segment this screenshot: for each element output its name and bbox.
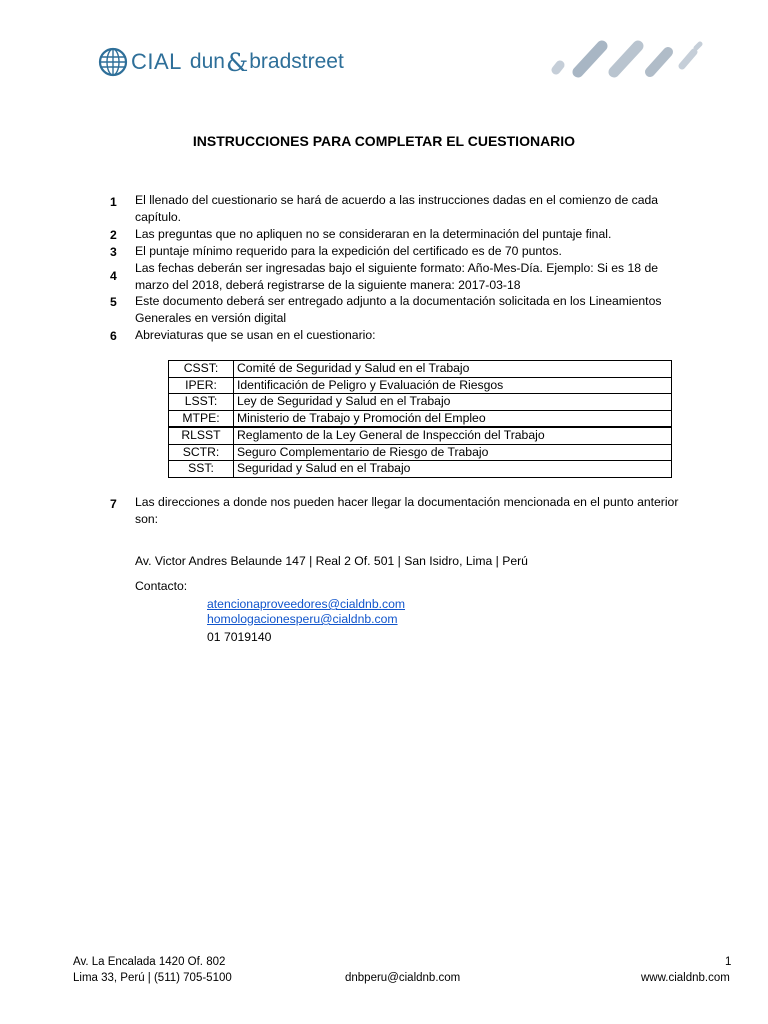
item-text: Las preguntas que no apliquen no se consideraran en la determinación del puntaje final.	[135, 227, 612, 241]
abbr-code: SCTR:	[169, 444, 234, 461]
contact-email-link[interactable]: homologacionesperu@cialdnb.com	[207, 612, 398, 626]
logo-dun: dun	[189, 50, 225, 73]
abbr-code: LSST:	[169, 394, 234, 411]
item-text: Las direcciones a donde nos pueden hacer llegar la documentación mencionada en el punto anterior son:	[135, 495, 679, 526]
item-number: 5	[110, 295, 117, 309]
abbr-code: CSST:	[169, 361, 234, 378]
item-number: 2	[110, 228, 117, 242]
table-row	[169, 377, 672, 394]
item-number: 7	[110, 497, 117, 511]
item-text: Las fechas deberán ser ingresadas bajo el siguiente formato: Año-Mes-Día. Ejemplo: Si es 18 de marzo del 2018, deberá registrarse de la siguiente manera: 2017-03-18	[135, 261, 659, 292]
table-row	[169, 427, 672, 444]
abbr-meaning: Ley de Seguridad y Salud en el Trabajo	[234, 394, 672, 411]
item-text: Abreviaturas que se usan en el cuestionario:	[135, 328, 376, 342]
office-address: Av. Victor Andres Belaunde 147 | Real 2 Of. 501 | San Isidro, Lima | Perú	[135, 554, 528, 568]
footer-address-line1: Av. La Encalada 1420 Of. 802	[73, 956, 226, 968]
document-title: INSTRUCCIONES PARA COMPLETAR EL CUESTIONARIO	[192, 133, 576, 149]
table-row	[169, 444, 672, 461]
globe-icon	[98, 47, 128, 77]
item-number: 6	[110, 329, 117, 343]
abbr-code: SST:	[169, 461, 234, 478]
item-number: 1	[110, 195, 117, 209]
contact-label: Contacto:	[135, 579, 188, 593]
footer-website: www.cialdnb.com	[641, 972, 730, 984]
abbr-meaning: Seguro Complementario de Riesgo de Trabajo	[234, 444, 672, 461]
abbr-meaning: Ministerio de Trabajo y Promoción del Empleo	[234, 410, 672, 427]
table-row	[169, 461, 672, 478]
logo-bradstreet: bradstreet	[249, 50, 344, 73]
abbr-meaning: Identificación de Peligro y Evaluación de Riesgos	[234, 377, 672, 394]
footer-address-line2: Lima 33, Perú | (511) 705-5100	[73, 972, 232, 984]
abbr-meaning: Seguridad y Salud en el Trabajo	[234, 461, 672, 478]
logo-dnb-text	[190, 48, 344, 77]
page-number: 1	[725, 956, 732, 968]
abbr-meaning: Comité de Seguridad y Salud en el Trabajo	[234, 361, 672, 378]
company-logo	[98, 44, 344, 80]
item-number: 4	[110, 269, 117, 283]
logo-ampersand: &	[225, 47, 249, 77]
table-row	[169, 394, 672, 411]
abbreviations-table	[168, 360, 672, 478]
abbr-code: IPER:	[169, 377, 234, 394]
item-text: Este documento deberá ser entregado adjunto a la documentación solicitada en los Lineamientos Generales en versión digital	[135, 294, 662, 325]
decorative-stripes	[548, 36, 708, 80]
item-number: 3	[110, 245, 117, 259]
item-text: El llenado del cuestionario se hará de acuerdo a las instrucciones dadas en el comienzo de cada capítulo.	[135, 193, 659, 224]
abbr-meaning: Reglamento de la Ley General de Inspección del Trabajo	[234, 427, 672, 444]
logo-cial-text: CIAL	[131, 49, 182, 74]
table-row	[169, 361, 672, 378]
abbr-code: MTPE:	[169, 410, 234, 427]
item-text: El puntaje mínimo requerido para la expedición del certificado es de 70 puntos.	[135, 244, 562, 258]
contact-phone: 01 7019140	[207, 630, 272, 644]
contact-email-link[interactable]: atencionaproveedores@cialdnb.com	[207, 597, 406, 611]
abbr-code: RLSST	[169, 427, 234, 444]
footer-email: dnbperu@cialdnb.com	[345, 972, 461, 984]
table-row	[169, 410, 672, 427]
